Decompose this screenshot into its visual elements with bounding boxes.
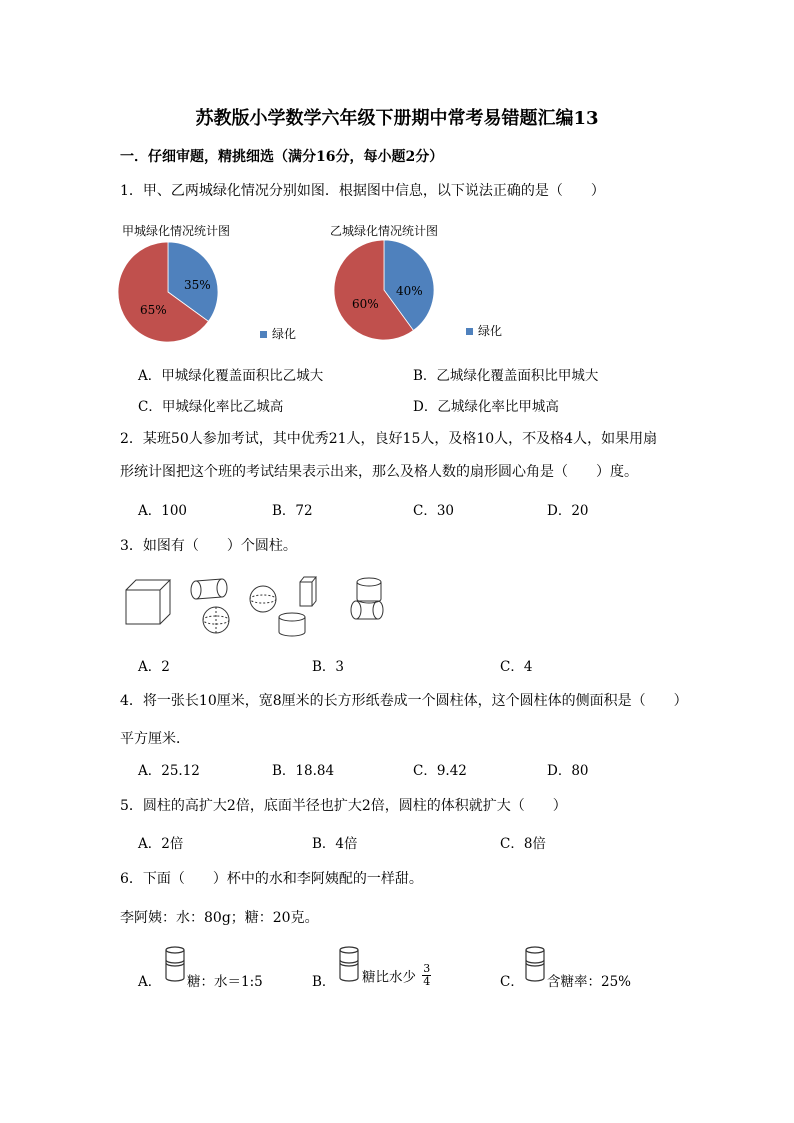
pie-yi-label-other: 60% [352,297,379,311]
q6-option-c-text[interactable]: 含糖率：25% [547,974,632,990]
fraction-denominator: 4 [423,975,431,988]
cup-icon [337,944,361,984]
q1-option-d[interactable]: D．乙城绿化率比甲城高 [413,399,559,415]
q5-option-b[interactable]: B．4倍 [312,836,358,852]
q3-option-a[interactable]: A．2 [138,659,170,675]
legend-swatch [260,331,267,338]
cup-icon [163,944,187,984]
chart-yi-title: 乙城绿化情况统计图 [330,224,439,238]
pie-jia-label-greening: 35% [184,278,211,292]
q6-option-a-text[interactable]: 糖：水＝1:5 [187,974,263,990]
page-title: 苏教版小学数学六年级下册期中常考易错题汇编13 [195,108,599,129]
question-1-stem: 1．甲、乙两城绿化情况分别如图．根据图中信息，以下说法正确的是（ ） [120,183,605,199]
cylinder-horizontal-shape [191,579,227,599]
q3-option-c[interactable]: C．4 [500,659,533,675]
chart-jia-title: 甲城绿化情况统计图 [122,224,231,238]
sphere-shape [250,586,276,612]
sphere-shape [203,607,229,633]
pie-yi-label-greening: 40% [396,284,423,298]
legend-swatch [466,328,473,335]
q5-option-c[interactable]: C．8倍 [500,836,546,852]
question-2-line-1: 2．某班50人参加考试，其中优秀21人，良好15人，及格10人，不及格4人，如果用扇 [120,431,658,447]
legend-yi [466,322,502,339]
question-4-line-2: 平方厘米． [120,731,190,747]
q1-option-c[interactable]: C．甲城绿化率比乙城高 [138,399,284,415]
q2-option-c[interactable]: C．30 [413,503,455,519]
q1-option-b[interactable]: B．乙城绿化覆盖面积比甲城大 [413,368,599,384]
fraction-numerator: 3 [423,962,431,975]
q6-option-a-letter[interactable]: A． [138,974,162,990]
pie-chart-yi [334,240,444,344]
cube-shape [126,580,170,624]
q4-option-a[interactable]: A．25.12 [138,763,200,779]
solid-shapes-figure [120,572,400,640]
q2-option-d[interactable]: D．20 [547,503,589,519]
q1-option-a[interactable]: A．甲城绿化覆盖面积比乙城大 [138,368,324,384]
q6-option-b-letter[interactable]: B． [312,974,336,990]
q4-option-d[interactable]: D．80 [547,763,589,779]
q2-option-a[interactable]: A．100 [138,503,188,519]
q4-option-b[interactable]: B．18.84 [272,763,335,779]
cylinder-upright-shape [357,578,381,603]
pie-jia-label-other: 65% [140,303,167,317]
q2-option-b[interactable]: B．72 [272,503,313,519]
q5-option-a[interactable]: A．2倍 [138,836,184,852]
q6-option-b-content[interactable] [362,963,431,988]
pie-chart-jia [118,242,228,346]
cylinder-lying-shape [351,601,383,619]
question-4-line-1: 4．将一张长10厘米，宽8厘米的长方形纸卷成一个圆柱体，这个圆柱体的侧面积是（ ） [120,693,688,709]
question-6-recipe: 李阿姨：水：80g；糖：20克。 [120,910,319,926]
fraction [422,963,431,988]
cylinder-short-shape [279,613,305,636]
legend-yi-label: 绿化 [478,324,503,338]
section-heading: 一．仔细审题，精挑细选（满分16分，每小题2分） [120,149,444,165]
legend-jia [260,325,296,342]
q4-option-c[interactable]: C．9.42 [413,763,467,779]
q3-option-b[interactable]: B．3 [312,659,345,675]
q6-option-c-letter[interactable]: C． [500,974,524,990]
question-6-stem: 6．下面（ ）杯中的水和李阿姨配的一样甜。 [120,871,423,887]
question-3-stem: 3．如图有（ ）个圆柱。 [120,538,297,554]
prism-shape [300,577,316,606]
cup-icon [523,944,547,984]
question-5-stem: 5．圆柱的高扩大2倍，底面半径也扩大2倍，圆柱的体积就扩大（ ） [120,798,567,814]
legend-jia-label: 绿化 [272,327,297,341]
q6-option-b-text: 糖比水少 [362,969,416,986]
question-2-line-2: 形统计图把这个班的考试结果表示出来，那么及格人数的扇形圆心角是（ ）度。 [120,464,638,480]
